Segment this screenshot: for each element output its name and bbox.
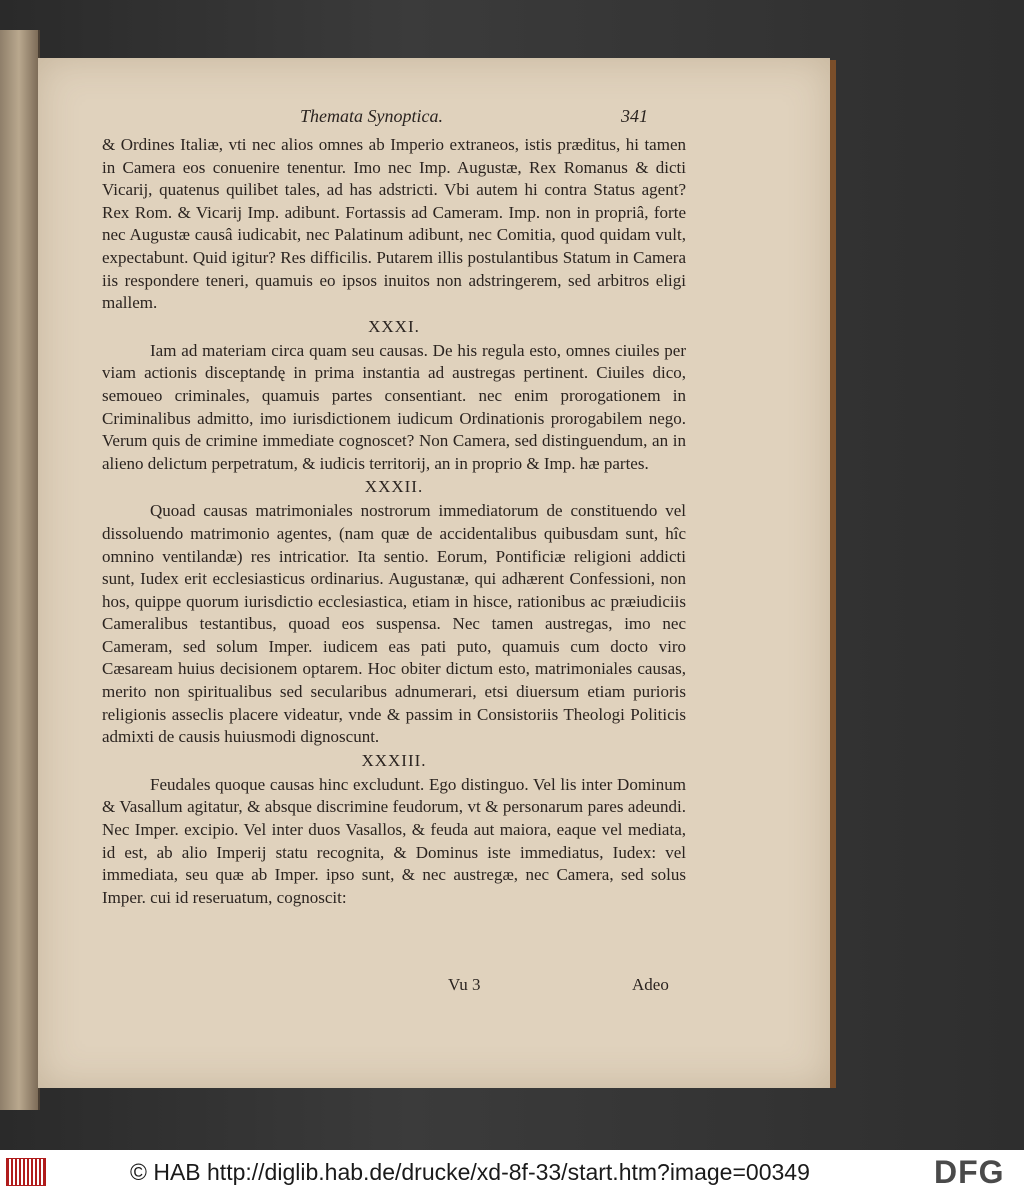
hab-logo-icon[interactable] (6, 1158, 46, 1186)
paragraph-xxxii: Quoad causas matrimoniales nostrorum immediatorum de constituendo vel dissoluendo matrimonio agentes, (nam quæ de accidentalibus quibusdam sunt, hîc omnino ventilandæ) res intricatior. Ita sentio. Eorum, Pontificiæ religioni addicti sunt, Iudex erit ecclesiasticus ordinarius. Augustanæ, qui adhærent Confessioni, non hos, quippe quorum iurisdictio ecclesiastica, etiam in hisce, rationibus ac præiudiciis Cameralibus testantibus, quoad eos suspensa. Nec tamen austregas, imo nec Cameram, sed solum Imper. iudicem eas pati puto, quamuis cum docto viro Cæsaream huius decisionem optarem. Hoc obiter dictum esto, matrimoniales causas, merito non spiritualibus sed secularibus adnumerari, etsi diuersum etiam purioris religionis asseclis placere videatur, vnde & passim in Consistoriis Theologi Politicis admixti de causis huiusmodi dignoscunt. (102, 501, 686, 747)
section-heading-xxxi: XXXI. (368, 316, 420, 336)
catchword: Adeo (632, 975, 669, 994)
running-title: Themata Synoptica. (300, 106, 443, 126)
text-block (102, 134, 686, 909)
paragraph-xxxiii: Feudales quoque causas hinc excludunt. Ego distinguo. Vel lis inter Dominum & Vasallum agitatur, & absque discrimine feudorum, vt & personarum pares adeundi. Nec Imper. excipio. Vel inter duos Vasallos, & feuda aut maiora, eaque vel mediata, id est, ab alio Imperij statu recognita, & Dominus iste immediatus, Iudex: vel immediata, seu quæ ab Imper. ipso sunt, & nec austregæ, nec Camera, sed solus Imper. cui id reseruatum, cognoscit: (102, 774, 686, 907)
page-edge (830, 60, 836, 1088)
signature-mark: Vu 3 (448, 975, 481, 994)
paragraph-continuation: & Ordines Italiæ, vti nec alios omnes ab Imperio extraneos, istis præditus, hi tamen in Camera eos conuenire tenentur. Imo nec Imp. Augustæ, Rex Romanus & dicti Vicarij, quatenus quilibet tales, ad has adstricti. Vbi autem hi contra Status agent? Rex Rom. & Vicarij Imp. adibunt. Fortassis ad Cameram. Imp. non in propriâ, forte nec Augustæ causâ iudicabit, nec Palatinum adibunt, nec Comitia, quod quidam vult, expectabunt. Quid igitur? Res difficilis. Putarem illis postulantibus Statum in Camera iis respondere teneri, quamuis eo ipsos inuitos non adstringerem, sed arbitros eligi mallem. (102, 135, 686, 313)
source-link[interactable]: © HAB http://diglib.hab.de/drucke/xd-8f-33/start.htm?image=00349 (130, 1159, 810, 1185)
viewer-footer (0, 1150, 1024, 1194)
section-heading-xxxii: XXXII. (364, 477, 424, 497)
book-page (38, 58, 830, 1088)
page-number: 341 (621, 106, 648, 126)
dfg-logo[interactable]: DFG (934, 1154, 1005, 1190)
paragraph-xxxi: Iam ad materiam circa quam seu causas. De his regula esto, omnes ciuiles per viam actionis disceptandę in prima instantia ad austregas pertinent. Ciuiles dico, semoueo criminales, quamuis partes consentiant. nec enim prorogationem in Criminalibus admitto, imo iurisdictionem iudicum Ordinationis prorogabilem nego. Verum quis de crimine immediate cognoscet? Non Camera, sed distinguendum, an in alieno delictum perpetratum, & iudicis territorij, an in proprio & Imp. hæ partes. (102, 340, 686, 473)
left-page-edge (0, 30, 40, 1110)
section-heading-xxxiii: XXXIII. (361, 750, 427, 770)
